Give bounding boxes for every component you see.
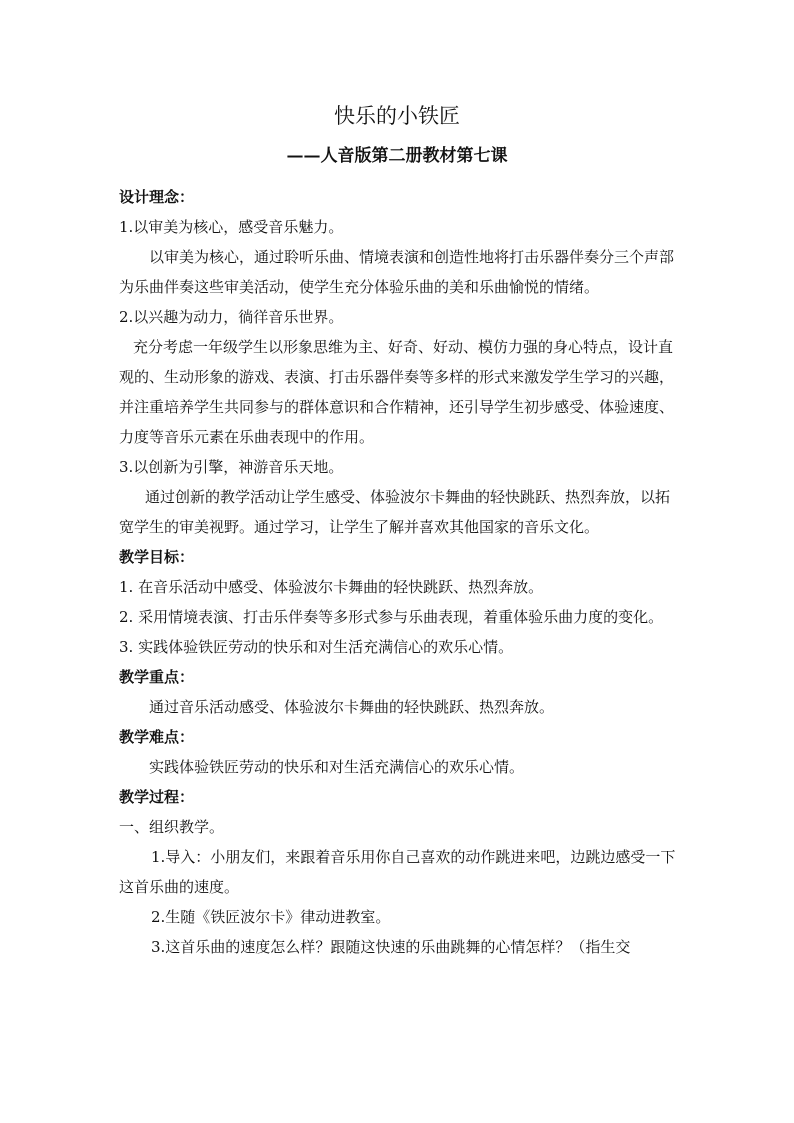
goal-item-3: 3. 实践体验铁匠劳动的快乐和对生活充满信心的欢乐心情。 [119,638,514,656]
difficulty-text: 实践体验铁匠劳动的快乐和对生活充满信心的欢乐心情。 [149,758,525,776]
section-heading-process: 教学过程： [119,788,195,806]
document-subtitle: ——人音版第二册教材第七课 [286,146,508,166]
process-step-3: 3.这首乐曲的速度怎么样？跟随这快速的乐曲跳舞的心情怎样？（指生交 [151,938,631,956]
design-point-3-text: 通过创新的教学活动让学生感受、体验波尔卡舞曲的轻快跳跃、热烈奔放，以拓宽学生的审美视野。通过学习，让学生了解并喜欢其他国家的音乐文化。 [119,488,671,536]
key-points-text: 通过音乐活动感受、体验波尔卡舞曲的轻快跳跃、热烈奔放。 [149,698,555,716]
document-title: 快乐的小铁匠 [334,104,460,128]
section-heading-design-idea: 设计理念： [119,188,195,206]
design-point-2-text: 充分考虑一年级学生以形象思维为主、好奇、好动、模仿力强的身心特点，设计直观的、生动形象的游戏、表演、打击乐器伴奏等多样的形式来激发学生学习的兴趣，并注重培养学生共同参与的群体意识和合作精神，还引导学生初步感受、体验速度、力度等音乐元素在乐曲表现中的作用。 [119,338,675,446]
section-heading-difficulty: 教学难点： [119,728,195,746]
document-body [119,182,681,962]
process-step-1: 1.导入：小朋友们，来跟着音乐用你自己喜欢的动作跳进来吧，边跳边感受一下这首乐曲的速度。 [119,848,676,896]
design-point-2-label: 2.以兴趣为动力，徜徉音乐世界。 [119,308,344,326]
process-step-heading: 一、组织教学。 [119,818,225,836]
design-point-3-label: 3.以创新为引擎，神游音乐天地。 [119,458,344,476]
section-heading-goals: 教学目标： [119,548,195,566]
process-step-2: 2.生随《铁匠波尔卡》律动进教室。 [151,908,391,926]
design-point-1-text: 以审美为核心，通过聆听乐曲、情境表演和创造性地将打击乐器伴奏分三个声部为乐曲伴奏这些审美活动，使学生充分体验乐曲的美和乐曲愉悦的情绪。 [119,248,675,296]
design-point-1-label: 1.以审美为核心，感受音乐魅力。 [119,218,344,236]
section-heading-key-points: 教学重点： [119,668,195,686]
goal-item-1: 1. 在音乐活动中感受、体验波尔卡舞曲的轻快跳跃、热烈奔放。 [119,578,544,596]
goal-item-2: 2. 采用情境表演、打击乐伴奏等多形式参与乐曲表现，着重体验乐曲力度的变化。 [119,608,664,626]
